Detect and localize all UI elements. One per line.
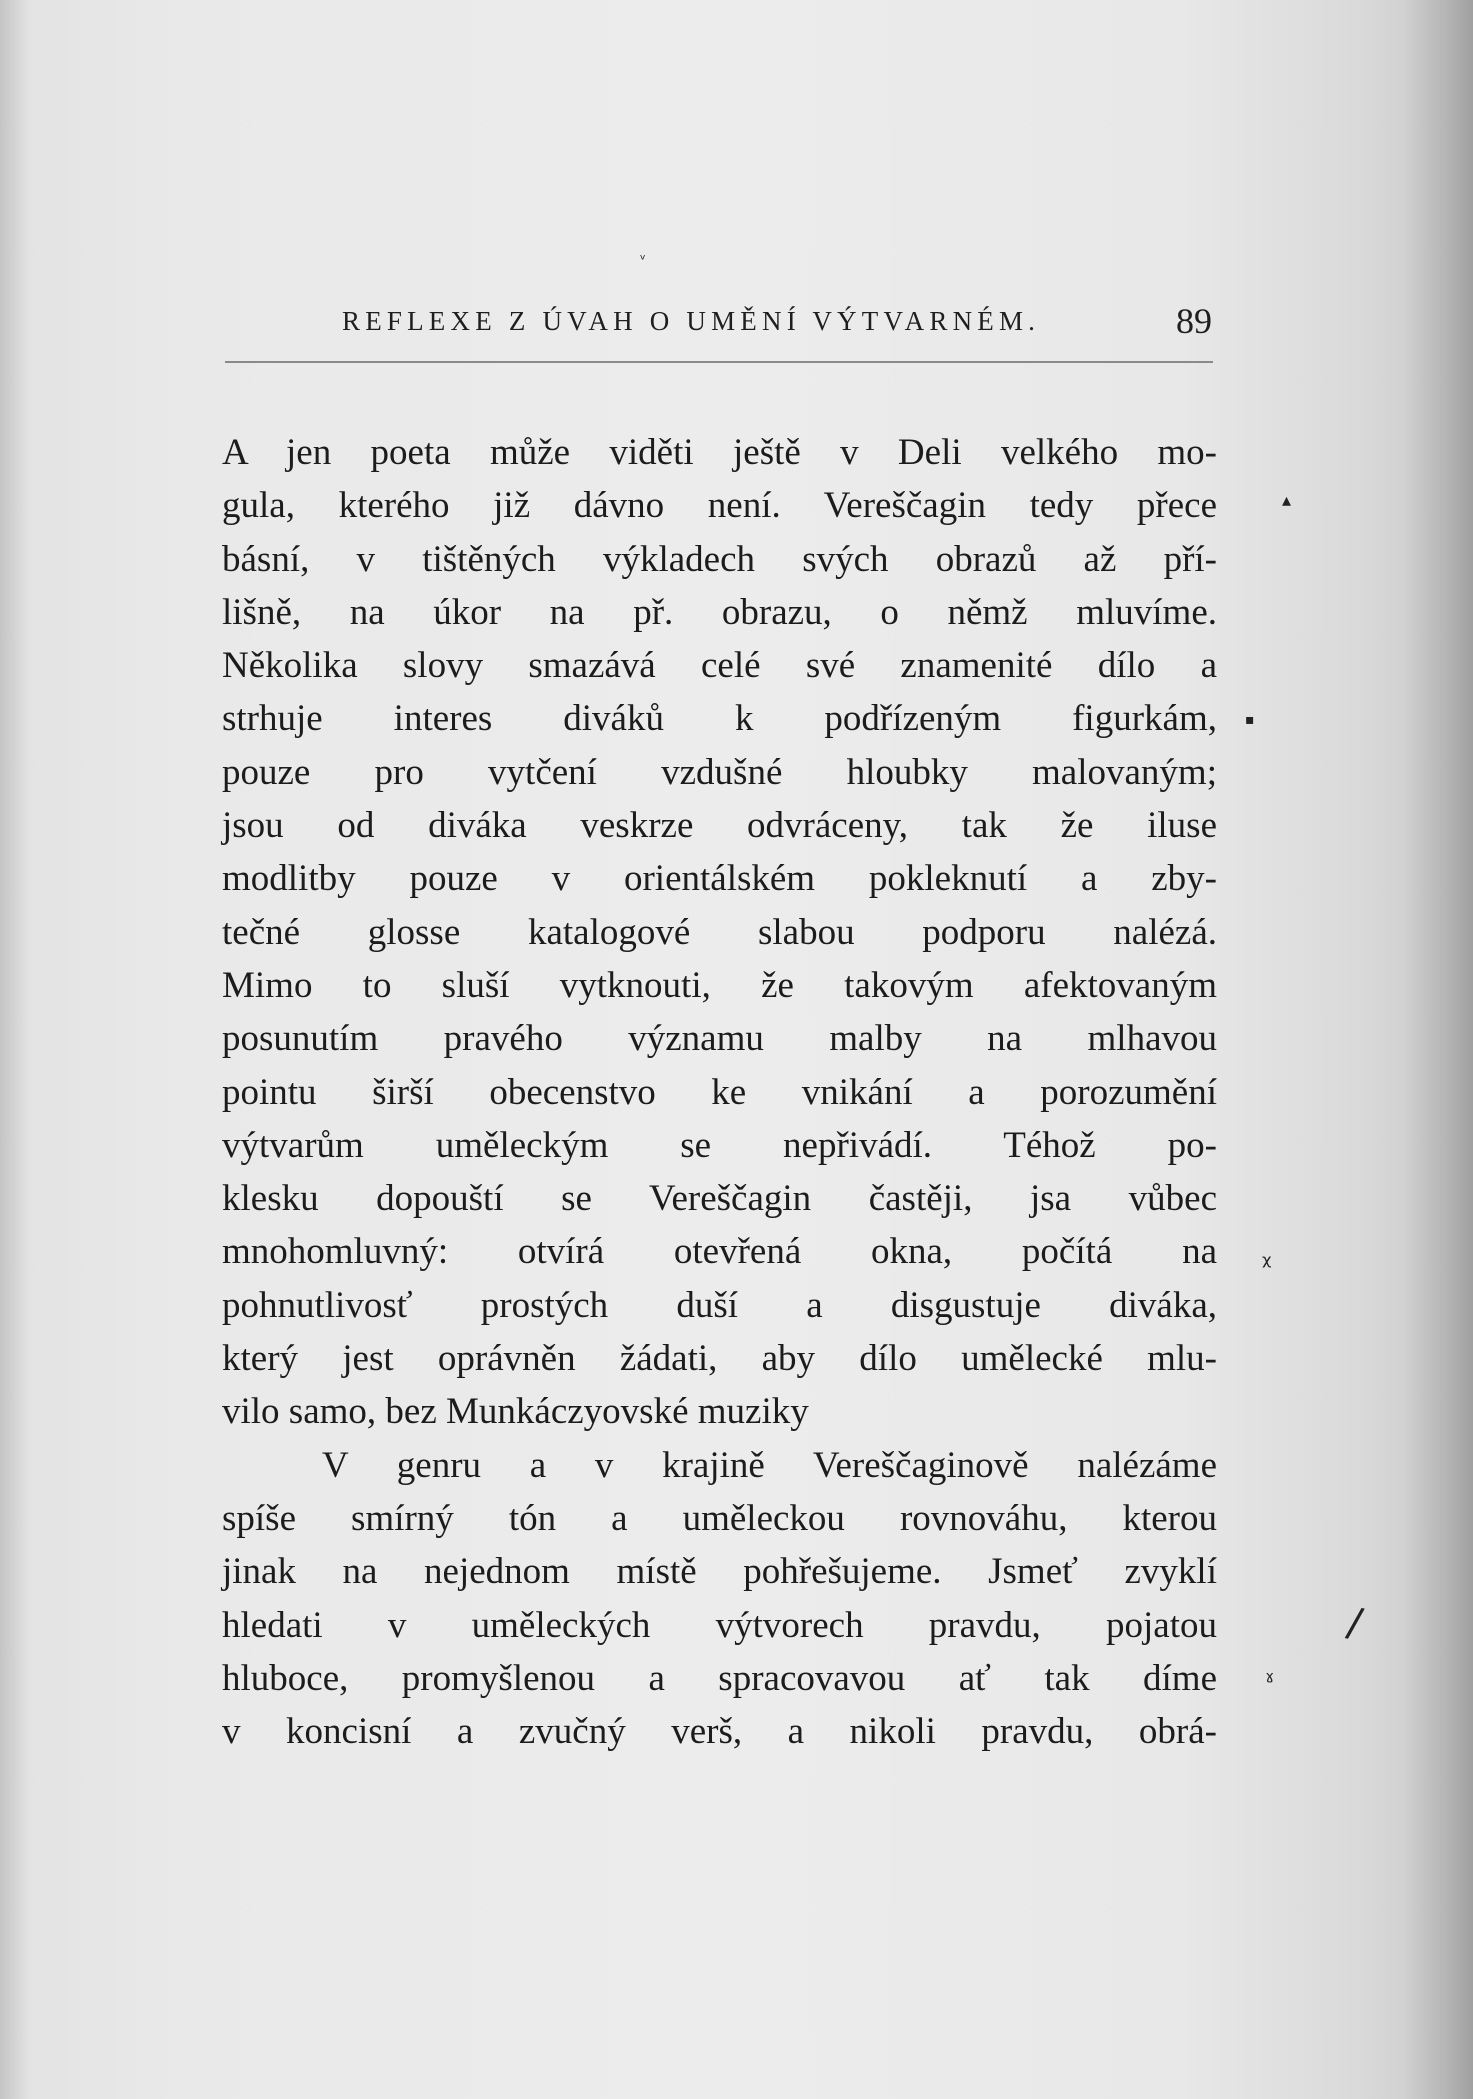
paragraph-2 xyxy=(222,1439,1217,1759)
margin-speck: ˠ xyxy=(1265,1668,1275,1693)
text-line: spíše smírný tón a uměleckou rovnováhu, kterou xyxy=(222,1497,1217,1539)
text-line: strhuje interes diváků k podřízeným figurkám, xyxy=(222,698,1217,740)
text-line: tečné glosse katalogové slabou podporu nalézá. xyxy=(222,911,1217,953)
running-title: REFLEXE Z ÚVAH O UMĚNÍ VÝTVARNÉM. xyxy=(342,306,1041,336)
text-line: vilo samo, bez Munkáczyovské muziky xyxy=(222,1391,809,1433)
text-line: A jen poeta může viděti ještě v Deli velkého mo- xyxy=(222,432,1217,473)
text-line: pohnutlivosť prostých duší a disgustuje diváka, xyxy=(222,1284,1217,1326)
text-line: výtvarům uměleckým se nepřivádí. Téhož po- xyxy=(222,1124,1217,1166)
paragraph-1 xyxy=(222,426,1217,1439)
margin-speck: ▪ xyxy=(1245,712,1255,728)
text-line: který jest oprávněn žádati, aby dílo umělecké mlu- xyxy=(222,1338,1217,1380)
text-line: jinak na nejednom místě pohřešujeme. Jsmeť zvyklí xyxy=(222,1551,1217,1593)
text-line: Mimo to sluší vytknouti, že takovým afektovaným xyxy=(222,964,1217,1006)
text-line: lišně, na úkor na př. obrazu, o němž mluvíme. xyxy=(222,591,1217,633)
margin-speck: ▴ xyxy=(1282,490,1292,511)
text-line: básní, v tištěných výkladech svých obrazů až pří- xyxy=(222,538,1217,580)
header-rule xyxy=(225,361,1213,363)
text-line: klesku dopouští se Vereščagin častěji, jsa vůbec xyxy=(222,1178,1217,1220)
text-line: jsou od diváka veskrze odvráceny, tak že iluse xyxy=(222,805,1217,847)
text-line: hledati v uměleckých výtvorech pravdu, pojatou xyxy=(222,1604,1217,1646)
text-line: v koncisní a zvučný verš, a nikoli pravdu, obrá- xyxy=(222,1711,1217,1753)
page-header xyxy=(342,300,1212,344)
text-line: pointu širší obecenstvo ke vnikání a porozumění xyxy=(222,1071,1217,1113)
text-line: Několika slovy smazává celé své znamenité dílo a xyxy=(222,645,1217,687)
main-text xyxy=(222,426,1217,1758)
page-right-shadow xyxy=(1403,0,1473,2099)
text-line: hluboce, promyšlenou a spracovavou ať tak díme xyxy=(222,1657,1217,1699)
margin-speck: ᵛ xyxy=(640,252,646,268)
text-line: gula, kterého již dávno není. Vereščagin tedy přece xyxy=(222,485,1217,527)
text-line: modlitby pouze v orientálském pokleknutí a zby- xyxy=(222,858,1217,900)
margin-speck: / xyxy=(1343,1599,1367,1647)
text-line: mnohomluvný: otvírá otevřená okna, počítá na xyxy=(222,1231,1217,1273)
text-line: pouze pro vytčení vzdušné hloubky malovaným; xyxy=(222,751,1217,793)
page-number: 89 xyxy=(1176,301,1212,341)
text-line: V genru a v krajině Vereščaginově nalézáme xyxy=(322,1444,1217,1486)
text-line: posunutím pravého významu malby na mlhavou xyxy=(222,1018,1217,1060)
page-left-shadow xyxy=(0,0,30,2099)
margin-speck: ᵡ xyxy=(1262,1250,1272,1280)
